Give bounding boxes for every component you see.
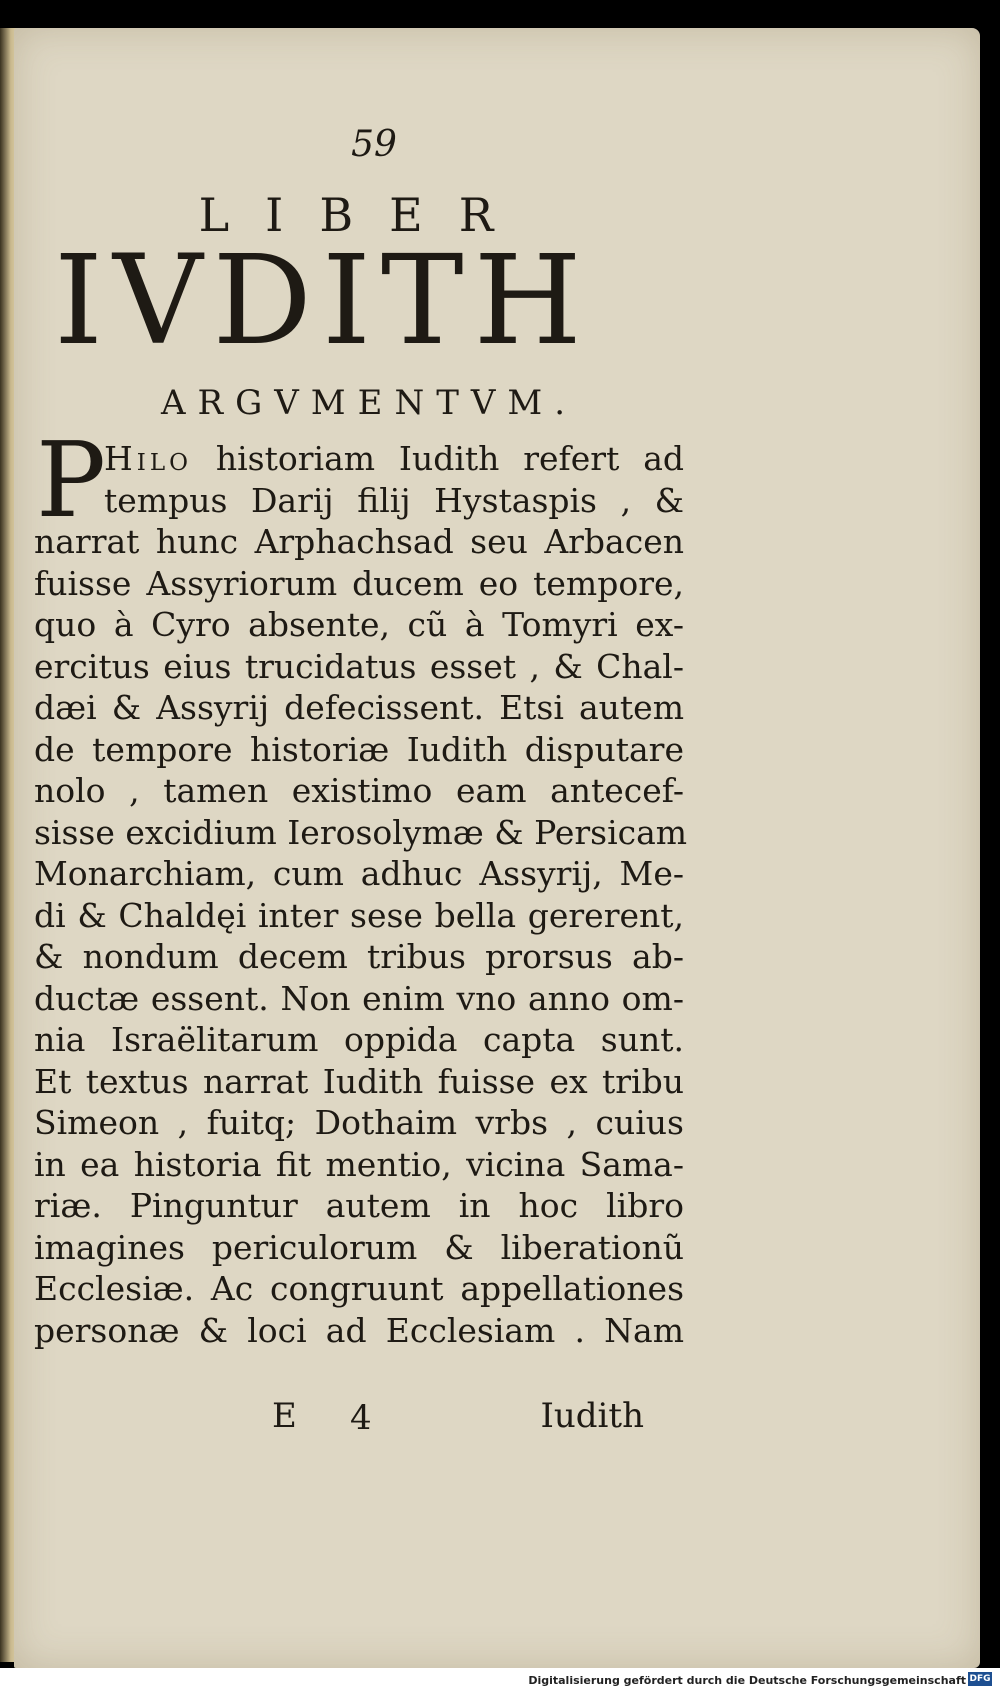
text-line: dæi & Assyrij defecissent. Etsi autem <box>34 688 684 727</box>
text-line: in ea historia fit mentio, vicina Sama- <box>34 1144 684 1184</box>
funding-credit: Digitalisierung gefördert durch die Deutsche Forschungsgemeinschaft <box>528 1674 966 1687</box>
text-line: & nondum decem tribus prorsus ab- <box>34 937 684 976</box>
subheading: ARGVMENTVM. <box>160 383 578 423</box>
text-line: Monarchiam, cum adhuc Assyrij, Me- <box>34 854 684 893</box>
signature-number: 4 <box>350 1398 372 1438</box>
text-line: narrat hunc Arphachsad seu Arbacen <box>34 522 684 561</box>
text-line: nolo , tamen existimo eam antecef- <box>34 771 684 810</box>
dfg-logo: DFG <box>969 1674 991 1684</box>
text-line: Ecclesiæ. Ac congruunt appellationes <box>34 1269 684 1308</box>
heading-small: LIBER <box>198 188 530 242</box>
first-line-rest: historiam Iudith refert ad <box>215 439 684 478</box>
text-line: sisse excidium Ierosolymæ & Persicam <box>34 812 688 852</box>
catchword: Iudith <box>540 1396 644 1436</box>
text-line: personæ & loci ad Ecclesiam . Nam <box>34 1310 684 1350</box>
text-line: imagines periculorum & liberationũ <box>34 1227 684 1267</box>
signature-mark: E <box>272 1396 297 1436</box>
text-line: ductæ essent. Non enim vno anno om- <box>34 978 684 1018</box>
text-line: fuisse Assyriorum ducem eo tempore, <box>34 563 684 603</box>
heading-large: IVDITH <box>54 229 592 373</box>
first-word: Hilo <box>104 439 192 478</box>
text-line: riæ. Pinguntur autem in hoc libro <box>34 1186 684 1225</box>
page-number: 59 <box>351 124 397 165</box>
text-line: Simeon , fuitq; Dothaim vrbs , cuius <box>34 1103 684 1142</box>
text-line: quo à Cyro absente, cũ à Tomyri ex- <box>34 605 684 644</box>
text-line: ercitus eius trucidatus esset , & Chal- <box>34 646 684 686</box>
page-text <box>14 28 980 1668</box>
text-line <box>34 438 684 480</box>
text-line: nia Israëlitarum oppida capta sunt. <box>34 1020 684 1059</box>
text-line: di & Chaldęi inter sese bella gererent, <box>34 895 684 935</box>
book-page <box>14 28 980 1668</box>
text-line: Et textus narrat Iudith fuisse ex tribu <box>34 1061 684 1101</box>
text-line: tempus Darij filij Hystaspis , & <box>104 480 684 520</box>
drop-cap: P <box>36 419 106 541</box>
body-text <box>34 419 688 1351</box>
text-line: de tempore historiæ Iudith disputare <box>34 729 684 769</box>
